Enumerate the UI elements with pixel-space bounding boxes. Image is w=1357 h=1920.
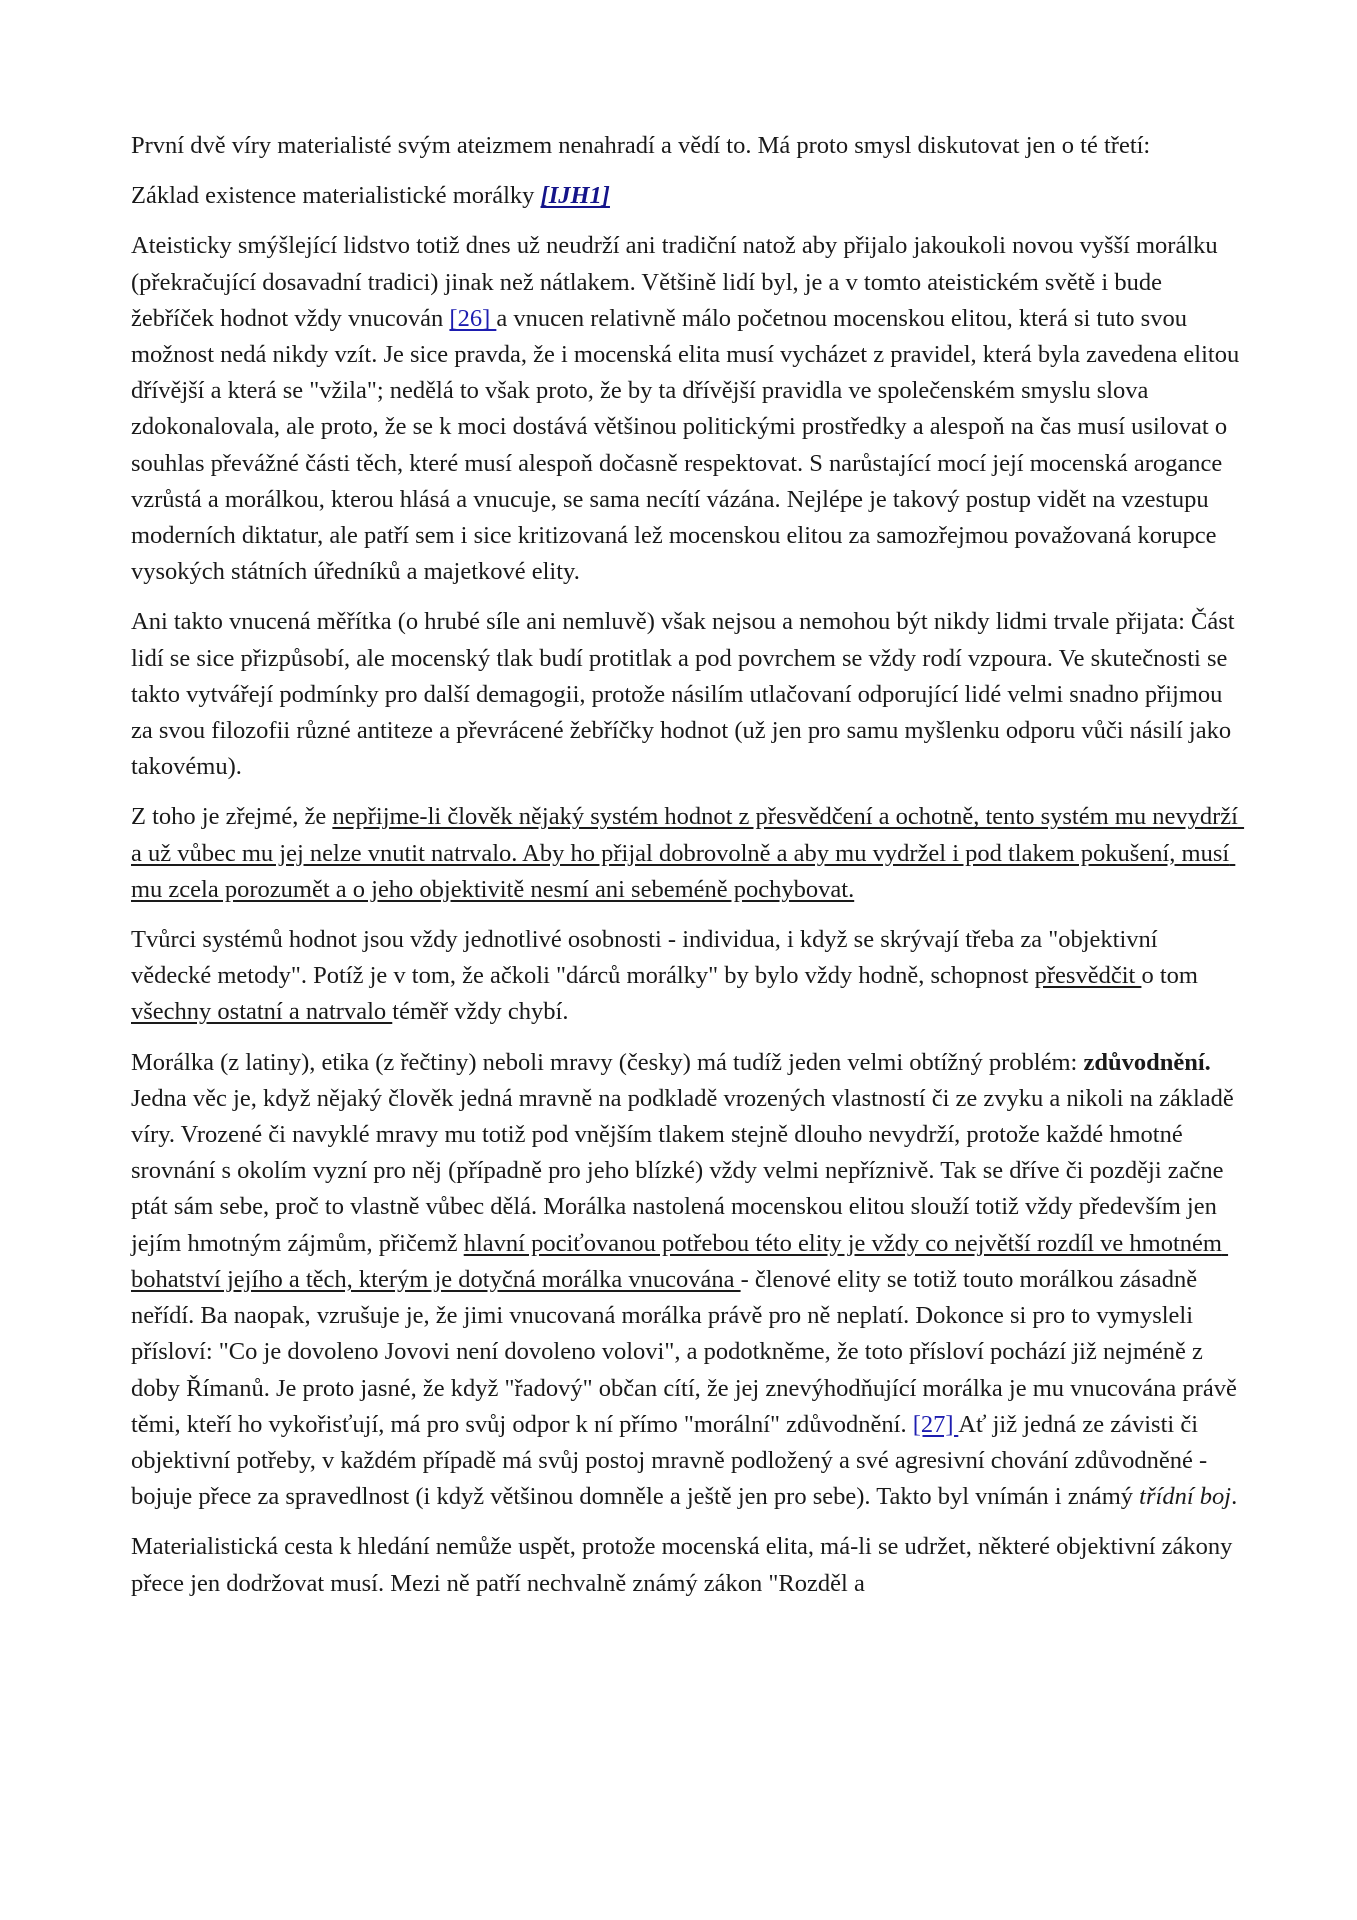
paragraph-ateisticky: [131, 228, 1246, 590]
text-run: téměř vždy chybí.: [392, 998, 569, 1026]
bold-term: zdůvodnění.: [1083, 1048, 1211, 1076]
paragraph-materialisticka: [131, 1529, 1241, 1601]
text-run: První dvě víry materialisté svým ateizmem nenahradí a vědí to. Má proto smysl diskutovat jen o té třetí:: [131, 132, 1151, 159]
italic-term: třídní boj: [1139, 1483, 1232, 1511]
comment-link-ijh1[interactable]: [IJH1]: [540, 182, 610, 210]
text-run: .: [1231, 1483, 1238, 1511]
text-run: Ať již jedná ze závisti či objektivní potřeby, v každém případě má svůj postoj mravně podložený a své agresivní chování zdůvodněné - bojuje přece za spravedlnost (i když většinou domněle a ještě jen pro sebe). Takto byl vnímán i známý: [131, 1410, 1214, 1511]
footnote-link-26[interactable]: [26]: [449, 304, 497, 332]
text-run: Jedna věc je, když nějaký člověk jedná mravně na podkladě vrozených vlastností či ze zvyku a nikoli na základě víry. Vrozené či navyklé mravy mu totiž pod vnějším tlakem stejně dlouho nevydrží, protože každé hmotné srovnání s okolím vyzní pro něj (případně pro jeho blízké) vždy velmi nepříznivě. Tak se dříve či později začne ptát sám sebe, proč to vlastně vůbec dělá. Morálka nastolená mocenskou elitou slouží totiž vždy především jen jejím hmotným zájmům, přičemž: [131, 1048, 1240, 1257]
underlined-emphasis: všechny ostatní a natrvalo: [131, 998, 393, 1026]
section-heading: [131, 178, 1241, 214]
text-run: Tvůrci systémů hodnot jsou vždy jednotlivé osobnosti - individua, i když se skrývají třeba za "objektivní vědecké metody". Potíž je v tom, že ačkoli "dárců morálky" by bylo vždy hodně, schopnost: [131, 926, 1164, 990]
text-run: Z toho je zřejmé, že: [131, 803, 333, 831]
text-run: Ani takto vnucená měřítka (o hrubé síle ani nemluvě) však nejsou a nemohou být nikdy lidmi trvale přijata: Část lidí se sice přizpůsobí, ale mocenský tlak budí protitlak a pod povrchem se vždy rodí vzpoura. Ve skutečnosti se takto vytvářejí podmínky pro další demagogii, protože násilím utlačovaní odporující lidé velmi snadno přijmou za svou filozofii různé antiteze a převrácené žebříčky hodnot (už jen pro samu myšlenku odporu vůči násilí jako takovému).: [131, 608, 1241, 781]
text-run: o tom: [1141, 962, 1205, 990]
paragraph-tvurci: [131, 922, 1241, 1031]
footnote-link-27[interactable]: [27]: [912, 1410, 959, 1438]
heading-text: Základ existence materialistické morálky: [131, 182, 541, 210]
paragraph-intro: [131, 128, 1241, 164]
underlined-emphasis: přesvědčit: [1034, 962, 1142, 990]
text-run: Materialistická cesta k hledání nemůže uspět, protože mocenská elita, má-li se udržet, některé objektivní zákony přece jen dodržovat musí. Mezi ně patří nechvalně známý zákon "Rozděl a: [131, 1533, 1239, 1597]
text-run: Morálka (z latiny), etika (z řečtiny) neboli mravy (česky) má tudíž jeden velmi obtížný problém:: [131, 1048, 1084, 1076]
text-run: - členové elity se totiž touto morálkou zásadně neřídí. Ba naopak, vzrušuje je, že jimi vnucovaná morálka právě pro ně neplatí. Dokonce si pro to vymysleli přísloví: "Co je dovoleno Jovovi není dovoleno volovi", a podotkněme, že toto přísloví pochází již nejméně z doby Římanů. Je proto jasné, že když "řadový" občan cítí, že jej znevýhodňující morálka je mu vnucována právě těmi, kteří ho vykořisťují, má pro svůj odpor k ní přímo "morální" zdůvodnění.: [131, 1265, 1243, 1438]
document-page: [131, 128, 1246, 1616]
underlined-emphasis: nepřijme-li člověk nějaký systém hodnot z přesvědčení a ochotně, tento systém mu nevydrží a už vůbec mu jej nelze vnutit natrvalo. Aby ho přijal dobrovolně a aby mu vydržel i pod tlakem pokušení, musí mu zcela porozumět a o jeho objektivitě nesmí ani sebeméně pochybovat.: [131, 803, 1245, 903]
text-run: Ateisticky smýšlející lidstvo totiž dnes už neudrží ani tradiční natož aby přijalo jakoukoli novou vyšší morálku (překračující dosavadní tradici) jinak než nátlakem. Většině lidí byl, je a v tomto ateistickém světě i bude žebříček hodnot vždy vnucován: [131, 232, 1224, 332]
paragraph-ani-takto: [131, 604, 1241, 785]
paragraph-moralka: [131, 1045, 1241, 1516]
text-run: a vnucen relativně málo početnou mocenskou elitou, která si tuto svou možnost nedá nikdy vzít. Je sice pravda, že i mocenská elita musí vycházet z pravidel, která byla zavedena elitou dřívější a která se "vžila"; nedělá to však proto, že by ta dřívější pravidla ve společenském smyslu slova zdokonalovala, ale proto, že se k moci dostává většinou politickými prostředky a alespoň na čas musí usilovat o souhlas převážné části těch, které musí alespoň dočasně respektovat. S narůstající mocí její mocenská arogance vzrůstá a morálkou, kterou hlásá a vnucuje, se sama necítí vázána. Nejlépe je takový postup vidět na vzestupu moderních diktatur, ale patří sem i sice kritizovaná lež mocenskou elitou za samozřejmou považovaná korupce vysokých státních úředníků a majetkové elity.: [131, 304, 1246, 586]
underlined-emphasis: hlavní pociťovanou potřebou této elity je vždy co největší rozdíl ve hmotném bohatství jejího a těch, kterým je dotyčná morálka vnucována: [131, 1229, 1229, 1293]
paragraph-z-toho: [131, 799, 1245, 908]
